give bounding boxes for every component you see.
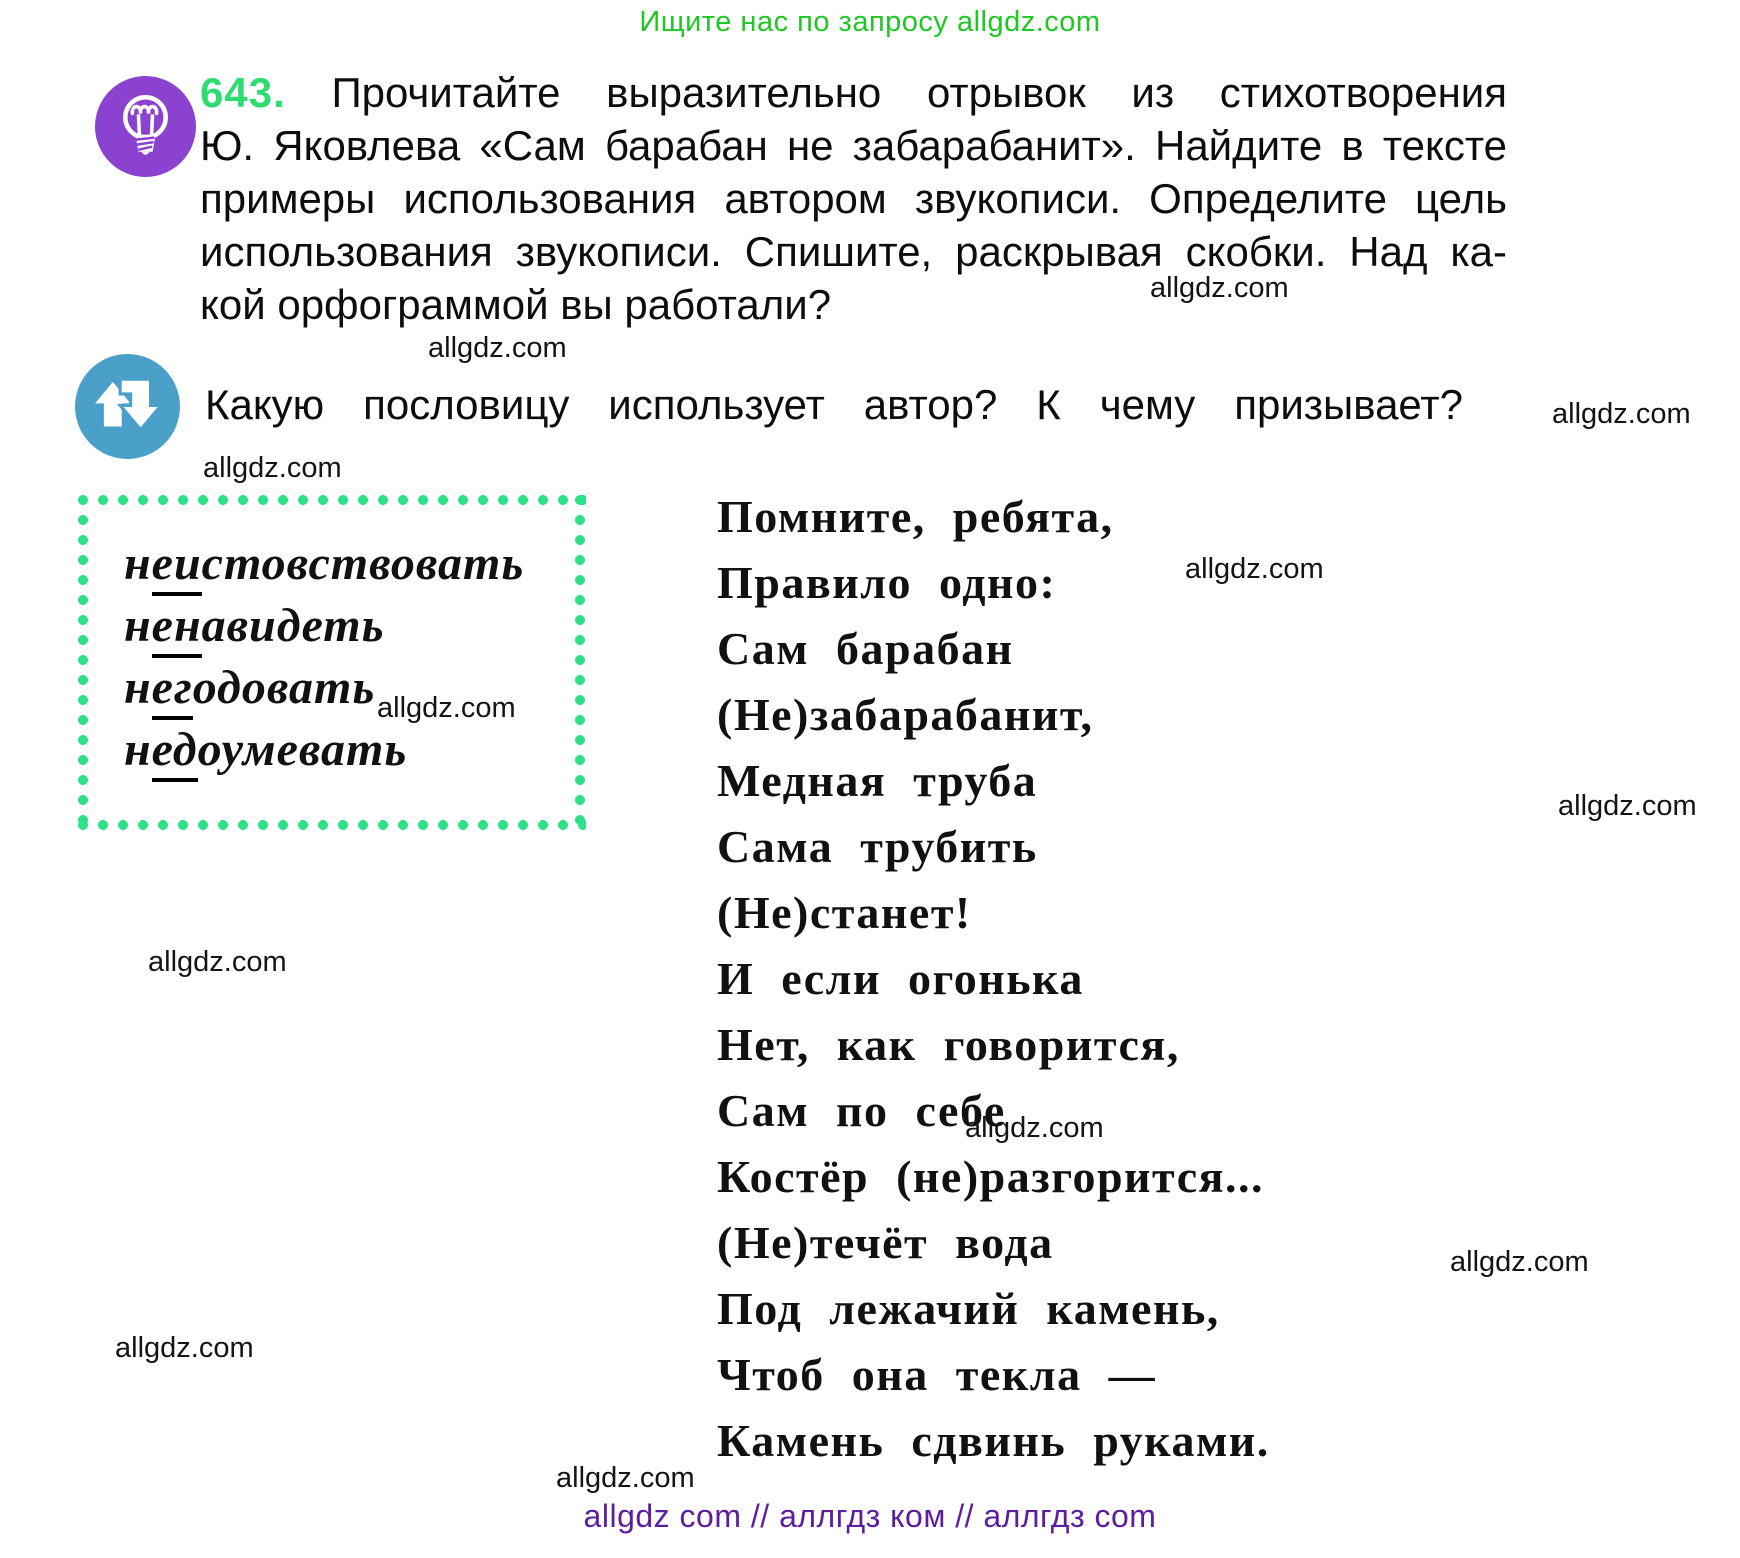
poem-line: Камень сдвинь руками. [717,1415,1270,1466]
watermark: allgdz.com [1558,790,1697,822]
vocabulary-box [78,495,586,831]
task-text-line: примеры использования автором звукописи. Определите цель [200,175,1507,222]
underlined-letters: ег [152,661,193,720]
watermark: allgdz.com [115,1332,254,1364]
lightbulb-icon [95,76,196,177]
poem-line: (Не)течёт вода [717,1217,1054,1268]
underlined-letters: еи [152,537,202,596]
vocabulary-word: неистовствовать [124,533,524,595]
watermark: allgdz.com [1450,1246,1589,1278]
underlined-letters: ен [152,599,202,658]
poem-line: (Не)забарабанит, [717,689,1094,740]
task-text-line: Ю. Яковлева «Сам барабан не забарабанит». Найдите в тексте [200,122,1507,169]
dotted-border-left [78,495,89,831]
poem-line: Медная труба [717,755,1038,806]
watermark: allgdz.com [1552,398,1691,430]
underlined-letters: ед [152,723,198,782]
watermark: allgdz.com [203,452,342,484]
task-text-line: использования звукописи. Спишите, раскрывая скобки. Над ка- [200,228,1507,275]
poem-line: Сам по себе [717,1085,1006,1136]
dotted-border-right [575,495,586,831]
promo-banner: Ищите нас по запросу allgdz.com [639,6,1101,38]
watermark: allgdz.com [1185,553,1324,585]
vocabulary-word: недоумевать [124,719,524,781]
watermark: allgdz.com [556,1462,695,1494]
poem-line: Сам барабан [717,623,1014,674]
poem-line: Сама трубить [717,821,1038,872]
task-text-line: 643. Прочитайте выразительно отрывок из стихотворения [200,69,1508,116]
poem-line: Под лежачий камень, [717,1283,1220,1334]
watermark: allgdz.com [965,1112,1104,1144]
dotted-border-top [78,495,586,506]
watermark: allgdz.com [428,332,567,364]
poem [717,489,1270,1479]
watermark: allgdz.com [1150,272,1289,304]
vocabulary-word: ненавидеть [124,595,524,657]
poem-line: И если огонька [717,953,1084,1004]
footer-links: allgdz com // аллгдз ком // аллгдз com [583,1498,1157,1534]
repeat-arrows-icon [75,354,180,459]
watermark: allgdz.com [377,692,516,724]
vocabulary-word: негодовать [124,657,524,719]
poem-line: Костёр (не)разгорится... [717,1151,1264,1202]
task-paragraph [200,66,1507,331]
poem-line: Чтоб она текла — [717,1349,1157,1400]
poem-line: Помните, ребята, [717,491,1114,542]
poem-line: (Не)станет! [717,887,972,938]
task-text-line: кой орфограммой вы работали? [200,281,832,328]
vocabulary-word-list [124,533,524,781]
poem-line: Правило одно: [717,557,1057,608]
watermark: allgdz.com [148,946,287,978]
dotted-border-bottom [78,820,586,831]
exercise-number: 643. [200,69,286,116]
poem-line: Нет, как говорится, [717,1019,1180,1070]
question-text: Какую пословицу использует автор? К чему призывает? [205,381,1463,428]
